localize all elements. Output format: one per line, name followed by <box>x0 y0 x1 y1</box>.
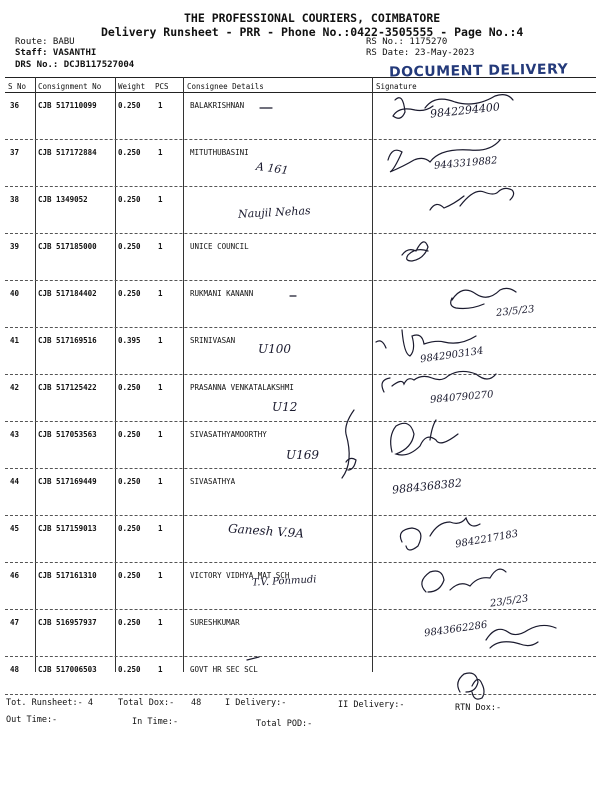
signature-mark <box>391 420 458 455</box>
row-pcs: 1 <box>158 336 163 345</box>
row-weight: 0.395 <box>118 336 141 345</box>
signature-mark <box>382 371 496 392</box>
row-serial-number: 45 <box>10 524 20 533</box>
signature-mark <box>422 569 506 592</box>
row-consignee: MITUTHUBASINI <box>190 148 249 157</box>
col-header-consignee: Consignee Details <box>187 82 264 91</box>
document-delivery-stamp: DOCUMENT DELIVERY <box>388 61 569 81</box>
row-consignee: SURESHKUMAR <box>190 618 240 627</box>
row-consignment-number: CJB 517053563 <box>38 430 97 439</box>
row-consignment-number: CJB 517169449 <box>38 477 97 486</box>
row-weight: 0.250 <box>118 524 141 533</box>
signature-mark <box>451 288 516 308</box>
drs-label: DRS No.: DCJB117527004 <box>15 60 135 70</box>
i-delivery-label: I Delivery:- <box>225 698 287 708</box>
row-weight: 0.250 <box>118 477 141 486</box>
row-weight: 0.250 <box>118 383 141 392</box>
row-consignee: SRINIVASAN <box>190 336 236 345</box>
company-title: THE PROFESSIONAL COURIERS, COIMBATORE <box>184 11 441 25</box>
rs-number: RS No.: 1175270 <box>366 37 448 47</box>
total-runsheet: Tot. Runsheet:- 4 <box>6 698 93 708</box>
row-serial-number: 47 <box>10 618 20 627</box>
row-pcs: 1 <box>158 101 163 110</box>
out-time-label: Out Time:- <box>6 715 58 725</box>
col-header-pcs: PCS <box>155 82 169 91</box>
handwritten-phone-47: 9843662286 <box>423 619 489 640</box>
row-consignee: RUKMANI KANANN <box>190 289 254 298</box>
row-pcs: 1 <box>158 571 163 580</box>
row-consignment-number: CJB 517006503 <box>38 665 97 674</box>
handwritten-note-37: A 161 <box>255 159 290 178</box>
row-consignment-number: CJB 517169516 <box>38 336 97 345</box>
handwritten-phone-42: 9840790270 <box>429 389 494 406</box>
row-weight: 0.250 <box>118 665 141 674</box>
row-consignee: PRASANNA VENKATALAKSHMI <box>190 383 294 392</box>
col-header-signature: Signature <box>376 82 417 91</box>
handwritten-note-43: U169 <box>286 448 320 462</box>
row-weight: 0.250 <box>118 571 141 580</box>
row-serial-number: 41 <box>10 336 20 345</box>
row-consignee: SIVASATHYA <box>190 477 236 486</box>
handwritten-phone-45: 9842217183 <box>454 528 520 551</box>
col-header-weight: Weight <box>118 82 146 91</box>
row-consignment-number: CJB 517161310 <box>38 571 97 580</box>
row-weight: 0.250 <box>118 289 141 298</box>
signature-mark <box>430 188 514 210</box>
row-weight: 0.250 <box>118 148 141 157</box>
row-consignee: GOVT HR SEC SCL <box>190 665 258 674</box>
row-serial-number: 43 <box>10 430 20 439</box>
row-consignment-number: CJB 517184402 <box>38 289 97 298</box>
row-serial-number: 44 <box>10 477 20 486</box>
staff-label: Staff: VASANTHI <box>15 48 97 58</box>
row-weight: 0.250 <box>118 430 141 439</box>
route-label: Route: BABU <box>15 37 75 47</box>
row-weight: 0.250 <box>118 195 141 204</box>
rs-date: RS Date: 23-May-2023 <box>366 48 475 58</box>
row-pcs: 1 <box>158 242 163 251</box>
row-pcs: 1 <box>158 430 163 439</box>
row-consignee: UNICE COUNCIL <box>190 242 249 251</box>
signature-mark <box>486 625 556 648</box>
row-serial-number: 37 <box>10 148 20 157</box>
rtn-dox-label: RTN Dox:- <box>455 703 502 713</box>
row-consignment-number: CJB 516957937 <box>38 618 97 627</box>
row-weight: 0.250 <box>118 618 141 627</box>
row-pcs: 1 <box>158 148 163 157</box>
handwritten-date-40: 23/5/23 <box>495 304 536 319</box>
handwritten-note-46: T.V. Ponmudi <box>251 574 317 589</box>
footer-separator <box>5 694 596 695</box>
row-serial-number: 38 <box>10 195 20 204</box>
signature-mark <box>402 242 428 261</box>
row-consignee: VICTORY VIDHYA MAT SCH <box>190 571 290 580</box>
total-dox-value: 48 <box>191 698 202 708</box>
row-serial-number: 36 <box>10 101 20 110</box>
handwritten-note-42: U12 <box>272 400 298 414</box>
row-consignee: BALAKRISHNAN <box>190 101 245 110</box>
handwritten-note-45: Ganesh V.9A <box>227 521 305 541</box>
row-pcs: 1 <box>158 289 163 298</box>
row-serial-number: 48 <box>10 665 20 674</box>
handwritten-note-41: U100 <box>258 342 292 356</box>
row-consignment-number: CJB 517110099 <box>38 101 97 110</box>
col-header-consignment: Consignment No <box>38 82 102 91</box>
row-serial-number: 40 <box>10 289 20 298</box>
row-consignment-number: CJB 517125422 <box>38 383 97 392</box>
handwritten-phone-37: 9443319882 <box>433 155 498 172</box>
row-pcs: 1 <box>158 383 163 392</box>
row-serial-number: 42 <box>10 383 20 392</box>
handwritten-phone-44: 9884368382 <box>391 476 463 497</box>
in-time-label: In Time:- <box>132 717 179 727</box>
handwritten-phone-41: 9842903134 <box>419 345 485 366</box>
row-pcs: 1 <box>158 665 163 674</box>
row-consignment-number: CJB 517159013 <box>38 524 97 533</box>
col-header-sno: S No <box>8 82 27 91</box>
runsheet-subtitle: Delivery Runsheet - PRR - Phone No.:0422-3505555 - Page No.:4 <box>101 25 524 39</box>
handwritten-note-38: Naujil Nehas <box>237 204 311 221</box>
ii-delivery-label: II Delivery:- <box>338 700 405 710</box>
total-dox-label: Total Dox:- <box>118 698 175 708</box>
row-pcs: 1 <box>158 524 163 533</box>
row-pcs: 1 <box>158 195 163 204</box>
row-pcs: 1 <box>158 477 163 486</box>
row-serial-number: 46 <box>10 571 20 580</box>
handwritten-date-46: 23/5/23 <box>489 593 530 610</box>
row-consignment-number: CJB 517172884 <box>38 148 97 157</box>
row-consignment-number: CJB 1349052 <box>38 195 88 204</box>
total-pod-label: Total POD:- <box>256 719 313 729</box>
row-weight: 0.250 <box>118 101 141 110</box>
row-consignment-number: CJB 517185000 <box>38 242 97 251</box>
row-weight: 0.250 <box>118 242 141 251</box>
row-pcs: 1 <box>158 618 163 627</box>
row-serial-number: 39 <box>10 242 20 251</box>
signature-mark <box>458 673 484 699</box>
row-consignee: SIVASATHYAMOORTHY <box>190 430 267 439</box>
handwritten-phone-36: 9842294400 <box>429 100 501 121</box>
